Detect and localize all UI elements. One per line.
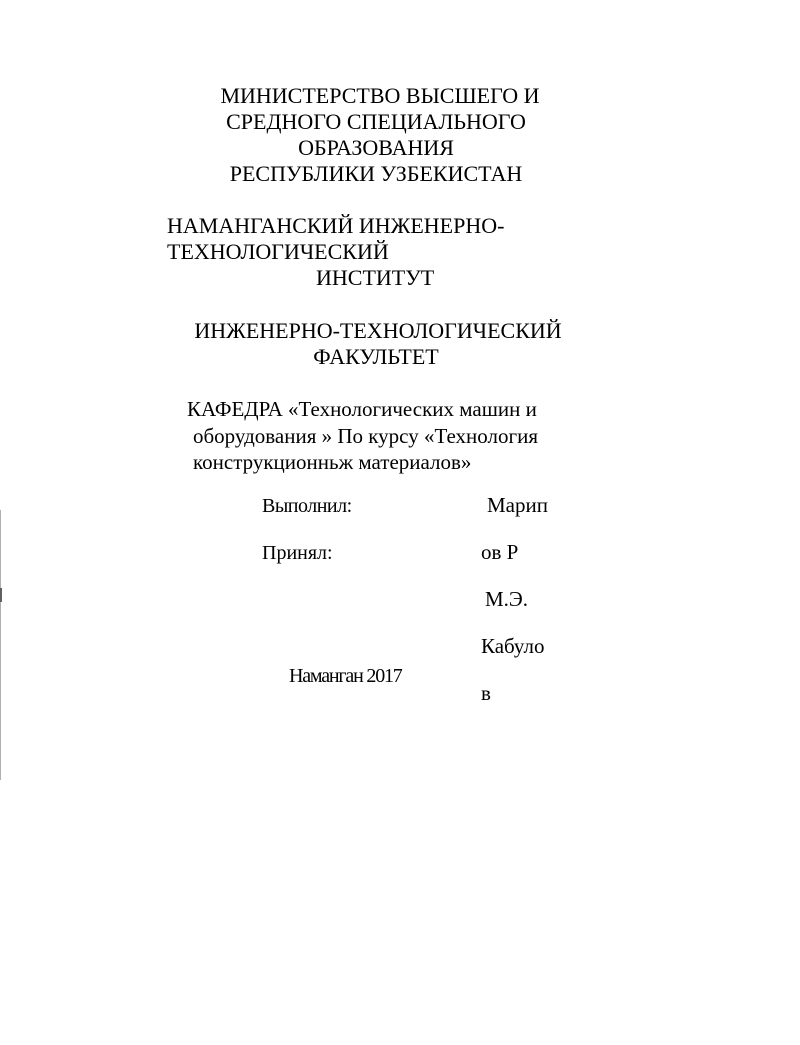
name-fragment-5: в <box>481 681 491 705</box>
scan-edge-mark <box>0 510 1 780</box>
accepted-by-label: Принял: <box>262 542 333 564</box>
name-fragment-1: Марип <box>487 493 548 517</box>
faculty-line-1: ИНЖЕНЕРНО-ТЕХНОЛОГИЧЕСКИЙ <box>194 318 562 343</box>
ministry-line-2: СРЕДНОГО СПЕЦИАЛЬНОГО <box>226 109 526 134</box>
ministry-line-1: МИНИСТЕРСТВО ВЫСШЕГО И <box>220 83 540 108</box>
name-fragment-2: ов Р <box>481 540 519 564</box>
institute-line-2: ТЕХНОЛОГИЧЕСКИЙ <box>167 239 389 264</box>
name-fragment-3: М.Э. <box>485 587 529 611</box>
department-line-2: оборудования » По курсу «Технология <box>193 424 539 448</box>
institute-line-1: НАМАНГАНСКИЙ ИНЖЕНЕРНО- <box>167 213 505 238</box>
city-year: Наманган 2017 <box>289 665 402 687</box>
ministry-line-3: ОБРАЗОВАНИЯ <box>298 135 454 160</box>
name-fragment-4: Кабуло <box>481 634 545 658</box>
institute-line-3: ИНСТИТУТ <box>316 265 435 290</box>
department-line-1: КАФЕДРА «Технологических машин и <box>187 397 537 421</box>
done-by-label: Выполнил: <box>262 495 352 517</box>
scan-edge-mark-dark <box>0 588 2 602</box>
ministry-line-4: РЕСПУБЛИКИ УЗБЕКИСТАН <box>229 161 523 186</box>
faculty-line-2: ФАКУЛЬТЕТ <box>313 344 439 369</box>
department-line-3: конструкционньж материалов» <box>193 450 472 474</box>
